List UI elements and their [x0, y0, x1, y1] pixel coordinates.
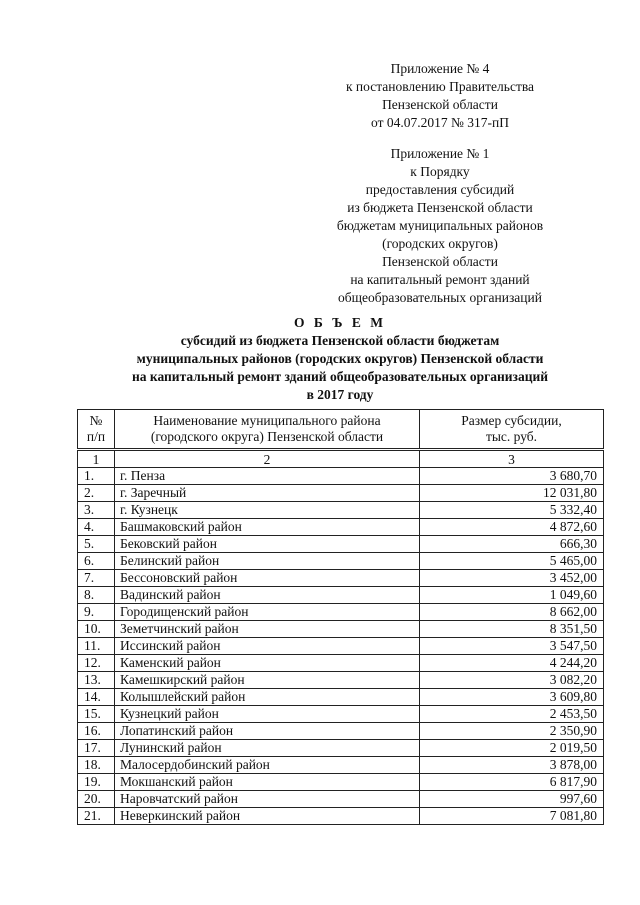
table-row [78, 638, 604, 655]
row-municipality-name: Лунинский район [115, 740, 420, 757]
row-number: 2. [78, 485, 115, 502]
header-num-line2: п/п [86, 429, 106, 444]
row-number: 7. [78, 570, 115, 587]
appendix-4-line: от 04.07.2017 № 317-пП [371, 115, 509, 130]
row-subsidy-amount: 2 453,50 [420, 706, 604, 723]
row-subsidy-amount: 997,60 [420, 791, 604, 808]
row-municipality-name: Городищенский район [115, 604, 420, 621]
appendix-1-header [300, 145, 580, 307]
row-number: 4. [78, 519, 115, 536]
row-subsidy-amount: 1 049,60 [420, 587, 604, 604]
table-row [78, 502, 604, 519]
appendix-1-line: Пензенской области [382, 254, 498, 269]
row-subsidy-amount: 7 081,80 [420, 808, 604, 825]
appendix-4-line: Пензенской области [382, 97, 498, 112]
document-title [60, 314, 620, 404]
column-index-cell: 2 [115, 450, 420, 468]
row-number: 8. [78, 587, 115, 604]
title-line: субсидий из бюджета Пензенской области бюджетам [180, 333, 500, 348]
header-amount-line2: тыс. руб. [485, 429, 538, 444]
row-municipality-name: Каменский район [115, 655, 420, 672]
row-municipality-name: Бековский район [115, 536, 420, 553]
row-subsidy-amount: 6 817,90 [420, 774, 604, 791]
row-municipality-name: Бессоновский район [115, 570, 420, 587]
appendix-4-line: к постановлению Правительства [345, 79, 535, 94]
row-municipality-name: Башмаковский район [115, 519, 420, 536]
row-subsidy-amount: 2 019,50 [420, 740, 604, 757]
table-row [78, 587, 604, 604]
row-subsidy-amount: 3 082,20 [420, 672, 604, 689]
row-subsidy-amount: 2 350,90 [420, 723, 604, 740]
table-row [78, 604, 604, 621]
header-num-line1: № [89, 413, 103, 428]
row-subsidy-amount: 666,30 [420, 536, 604, 553]
column-index-cell: 3 [420, 450, 604, 468]
row-municipality-name: Камешкирский район [115, 672, 420, 689]
appendix-4-line: Приложение № 4 [390, 61, 490, 76]
row-municipality-name: Вадинский район [115, 587, 420, 604]
row-subsidy-amount: 3 680,70 [420, 468, 604, 485]
row-municipality-name: г. Кузнецк [115, 502, 420, 519]
table-row [78, 621, 604, 638]
row-number: 12. [78, 655, 115, 672]
title-line: муниципальных районов (городских округов) Пензенской области [136, 351, 544, 366]
row-subsidy-amount: 5 332,40 [420, 502, 604, 519]
row-municipality-name: Иссинский район [115, 638, 420, 655]
row-number: 14. [78, 689, 115, 706]
row-subsidy-amount: 3 878,00 [420, 757, 604, 774]
row-number: 3. [78, 502, 115, 519]
appendix-1-line: из бюджета Пензенской области [347, 200, 533, 215]
table-row [78, 808, 604, 825]
row-municipality-name: Земетчинский район [115, 621, 420, 638]
row-subsidy-amount: 8 662,00 [420, 604, 604, 621]
appendix-4-header [300, 60, 580, 132]
row-municipality-name: Лопатинский район [115, 723, 420, 740]
table-body [78, 468, 604, 825]
row-number: 10. [78, 621, 115, 638]
row-subsidy-amount: 3 547,50 [420, 638, 604, 655]
header-amount [420, 410, 604, 450]
table-row [78, 723, 604, 740]
header-name [115, 410, 420, 450]
title-line: в 2017 году [306, 387, 374, 402]
row-municipality-name: Наровчатский район [115, 791, 420, 808]
row-subsidy-amount: 3 609,80 [420, 689, 604, 706]
header-name-line2: (городского округа) Пензенской области [150, 429, 384, 444]
appendix-1-line: бюджетам муниципальных районов [336, 218, 544, 233]
appendix-1-line: Приложение № 1 [390, 146, 490, 161]
row-number: 20. [78, 791, 115, 808]
table-row [78, 791, 604, 808]
row-municipality-name: Неверкинский район [115, 808, 420, 825]
table-row [78, 706, 604, 723]
header-amount-line1: Размер субсидии, [461, 413, 562, 428]
row-subsidy-amount: 3 452,00 [420, 570, 604, 587]
row-municipality-name: Малосердобинский район [115, 757, 420, 774]
appendix-1-line: на капитальный ремонт зданий [350, 272, 530, 287]
row-number: 21. [78, 808, 115, 825]
row-number: 15. [78, 706, 115, 723]
row-subsidy-amount: 4 244,20 [420, 655, 604, 672]
row-number: 11. [78, 638, 115, 655]
appendix-1-line: к Порядку [410, 164, 470, 179]
column-index-row [78, 450, 604, 468]
title-heading: О Б Ъ Е М [293, 315, 386, 330]
row-number: 19. [78, 774, 115, 791]
row-number: 18. [78, 757, 115, 774]
table-row [78, 536, 604, 553]
header-name-line1: Наименование муниципального района [153, 413, 381, 428]
appendix-1-line: общеобразовательных организаций [338, 290, 542, 305]
row-subsidy-amount: 5 465,00 [420, 553, 604, 570]
table-row [78, 672, 604, 689]
row-number: 16. [78, 723, 115, 740]
row-number: 9. [78, 604, 115, 621]
appendix-1-line: (городских округов) [382, 236, 498, 251]
row-number: 17. [78, 740, 115, 757]
table-row [78, 553, 604, 570]
table-row [78, 689, 604, 706]
table-row [78, 485, 604, 502]
row-subsidy-amount: 8 351,50 [420, 621, 604, 638]
table-row [78, 570, 604, 587]
row-subsidy-amount: 12 031,80 [420, 485, 604, 502]
row-municipality-name: г. Пенза [115, 468, 420, 485]
table-header-row [78, 410, 604, 450]
table-row [78, 757, 604, 774]
column-index-cell: 1 [78, 450, 115, 468]
header-num [78, 410, 115, 450]
row-municipality-name: Белинский район [115, 553, 420, 570]
title-line: на капитальный ремонт зданий общеобразовательных организаций [131, 369, 549, 384]
row-number: 5. [78, 536, 115, 553]
row-subsidy-amount: 4 872,60 [420, 519, 604, 536]
subsidies-table [77, 409, 604, 825]
row-municipality-name: Кузнецкий район [115, 706, 420, 723]
row-municipality-name: г. Заречный [115, 485, 420, 502]
appendix-1-line: предоставления субсидий [365, 182, 515, 197]
table-row [78, 519, 604, 536]
row-municipality-name: Колышлейский район [115, 689, 420, 706]
table-row [78, 774, 604, 791]
table-row [78, 655, 604, 672]
row-number: 6. [78, 553, 115, 570]
table-row [78, 740, 604, 757]
row-municipality-name: Мокшанский район [115, 774, 420, 791]
table-row [78, 468, 604, 485]
row-number: 13. [78, 672, 115, 689]
row-number: 1. [78, 468, 115, 485]
